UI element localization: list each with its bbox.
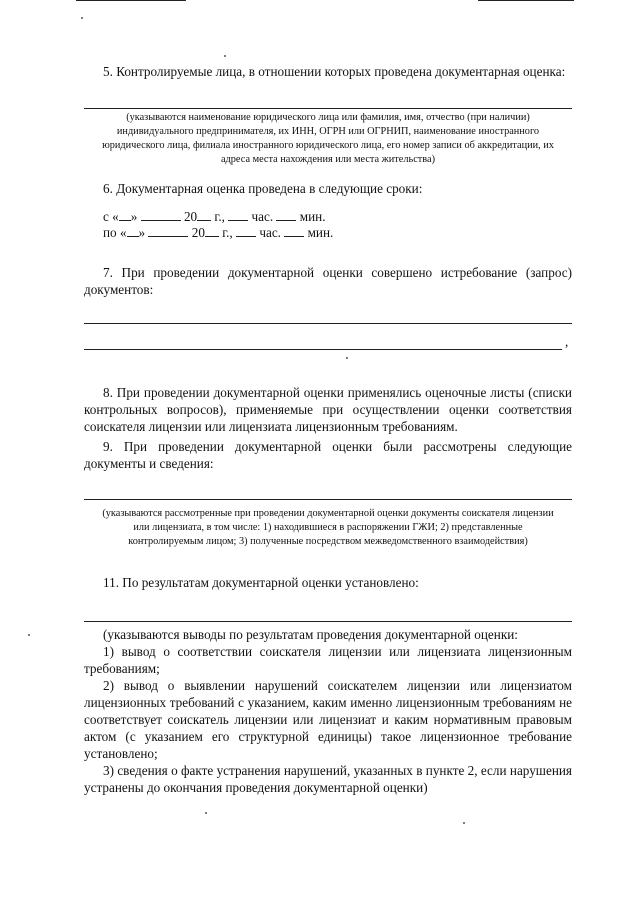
to-minutes-blank	[284, 224, 304, 237]
section7-fill-line-1	[84, 323, 572, 324]
section8-text	[84, 384, 572, 435]
section11-hint-line: актом (с указанием его структурной единицы) такое лицензионное требование	[84, 729, 572, 744]
section8-line: 8. При проведении документарной оценки применялись оценочные листы (списки	[103, 385, 572, 400]
section7-text	[84, 264, 572, 298]
to-year: 20	[191, 225, 205, 240]
to-year-suffix: г.,	[222, 225, 233, 240]
from-day-blank	[119, 208, 131, 221]
scan-speck	[346, 357, 348, 359]
section11-hint-line: 2) вывод о выявлении нарушений соискателем лицензии или лицензиатом	[103, 678, 572, 693]
from-hours-label: час.	[251, 209, 274, 224]
section7-line-end: ,	[565, 334, 569, 349]
from-year: 20	[183, 209, 198, 224]
section11-hint-line: лицензионных требований с указанием, каким именно лицензионным требованиям не	[84, 695, 572, 710]
section5-hint-line: индивидуального предпринимателя, их ИНН, ОГРН или ОГРНИП, наименование иностранного	[116, 126, 540, 137]
from-year-suffix: г.,	[214, 209, 225, 224]
section9-hint-line: или лицензиата, в том числе: 1) находившиеся в распоряжении ГЖИ; 2) представленные	[133, 522, 523, 533]
section11-label: 11. По результатам документарной оценки установлено:	[103, 575, 419, 590]
section7-fill-line-2	[84, 349, 562, 350]
section9-text	[84, 438, 572, 472]
section11-hint-line: соответствует соискатель лицензии или лицензиат и каким нормативным правовым	[84, 712, 572, 727]
to-day-blank	[127, 224, 139, 237]
to-hours-label: час.	[259, 225, 281, 240]
to-month-blank	[148, 224, 188, 237]
section7-line: документов:	[84, 282, 154, 297]
scan-speck	[205, 812, 207, 814]
scan-speck	[28, 634, 30, 636]
section5-hint	[78, 111, 578, 167]
from-prefix: с «	[103, 209, 119, 224]
to-hours-blank	[236, 224, 256, 237]
scan-speck	[81, 17, 83, 19]
section9-line: 9. При проведении документарной оценки были рассмотрены следующие	[103, 439, 572, 454]
to-year-blank	[205, 224, 219, 237]
top-edge-rule-left	[76, 0, 186, 1]
section11-hint	[84, 626, 572, 796]
section9-hint-line: (указываются рассмотренные при проведении документарной оценки документы соискателя лицензии	[102, 508, 554, 519]
from-quote: »	[130, 209, 138, 224]
section11-hint-line: установлено;	[84, 746, 158, 761]
to-quote: »	[138, 225, 146, 240]
section9-fill-line	[84, 499, 572, 500]
section9-line: документы и сведения:	[84, 456, 214, 471]
from-hours-blank	[228, 208, 248, 221]
to-prefix: по «	[103, 225, 127, 240]
section11-hint-line: 3) сведения о факте устранения нарушений, указанных в пункте 2, если нарушения	[103, 763, 572, 778]
section5-hint-line: (указываются наименование юридического лица или фамилия, имя, отчество (при наличии)	[126, 112, 530, 123]
section8-line: соискателя лицензии или лицензиата лицензионным требованиям.	[84, 419, 458, 434]
from-year-blank	[197, 208, 211, 221]
section11-hint-line: (указываются выводы по результатам проведения документарной оценки:	[103, 627, 518, 642]
section6-label: 6. Документарная оценка проведена в следующие сроки:	[103, 181, 423, 196]
section9-hint-line: контролируемым лицом; 3) полученные посредством межведомственного взаимодействия)	[128, 536, 528, 547]
section11-fill-line	[84, 621, 572, 622]
period-to-row	[103, 224, 333, 241]
scan-speck	[463, 822, 465, 824]
top-edge-rule-right	[478, 0, 574, 1]
section11-hint-line: 1) вывод о соответствии соискателя лицензии или лицензиата лицензионным	[103, 644, 572, 659]
section7-line: 7. При проведении документарной оценки совершено истребование (запрос)	[103, 265, 572, 280]
to-minutes-label: мин.	[307, 225, 334, 240]
section5-fill-line	[84, 108, 572, 109]
section5-label: 5. Контролируемые лица, в отношении которых проведена документарная оценка:	[103, 64, 566, 79]
section11-hint-line: требованиям;	[84, 661, 160, 676]
section9-hint	[78, 507, 578, 549]
period-from-row	[103, 208, 326, 225]
section5-hint-line: адреса места нахождения или места жительства)	[220, 154, 436, 165]
from-minutes-label: мин.	[299, 209, 326, 224]
section8-line: контрольных вопросов), применяемые при осуществлении оценки соответствия	[84, 402, 572, 417]
scan-speck	[224, 55, 226, 57]
section5-hint-line: юридического лица, филиала иностранного юридического лица, его номер записи об аккредитации, их	[102, 140, 554, 151]
from-minutes-blank	[276, 208, 296, 221]
section11-hint-line: устранены до окончания проведения документарной оценки)	[84, 780, 428, 795]
from-month-blank	[141, 208, 181, 221]
